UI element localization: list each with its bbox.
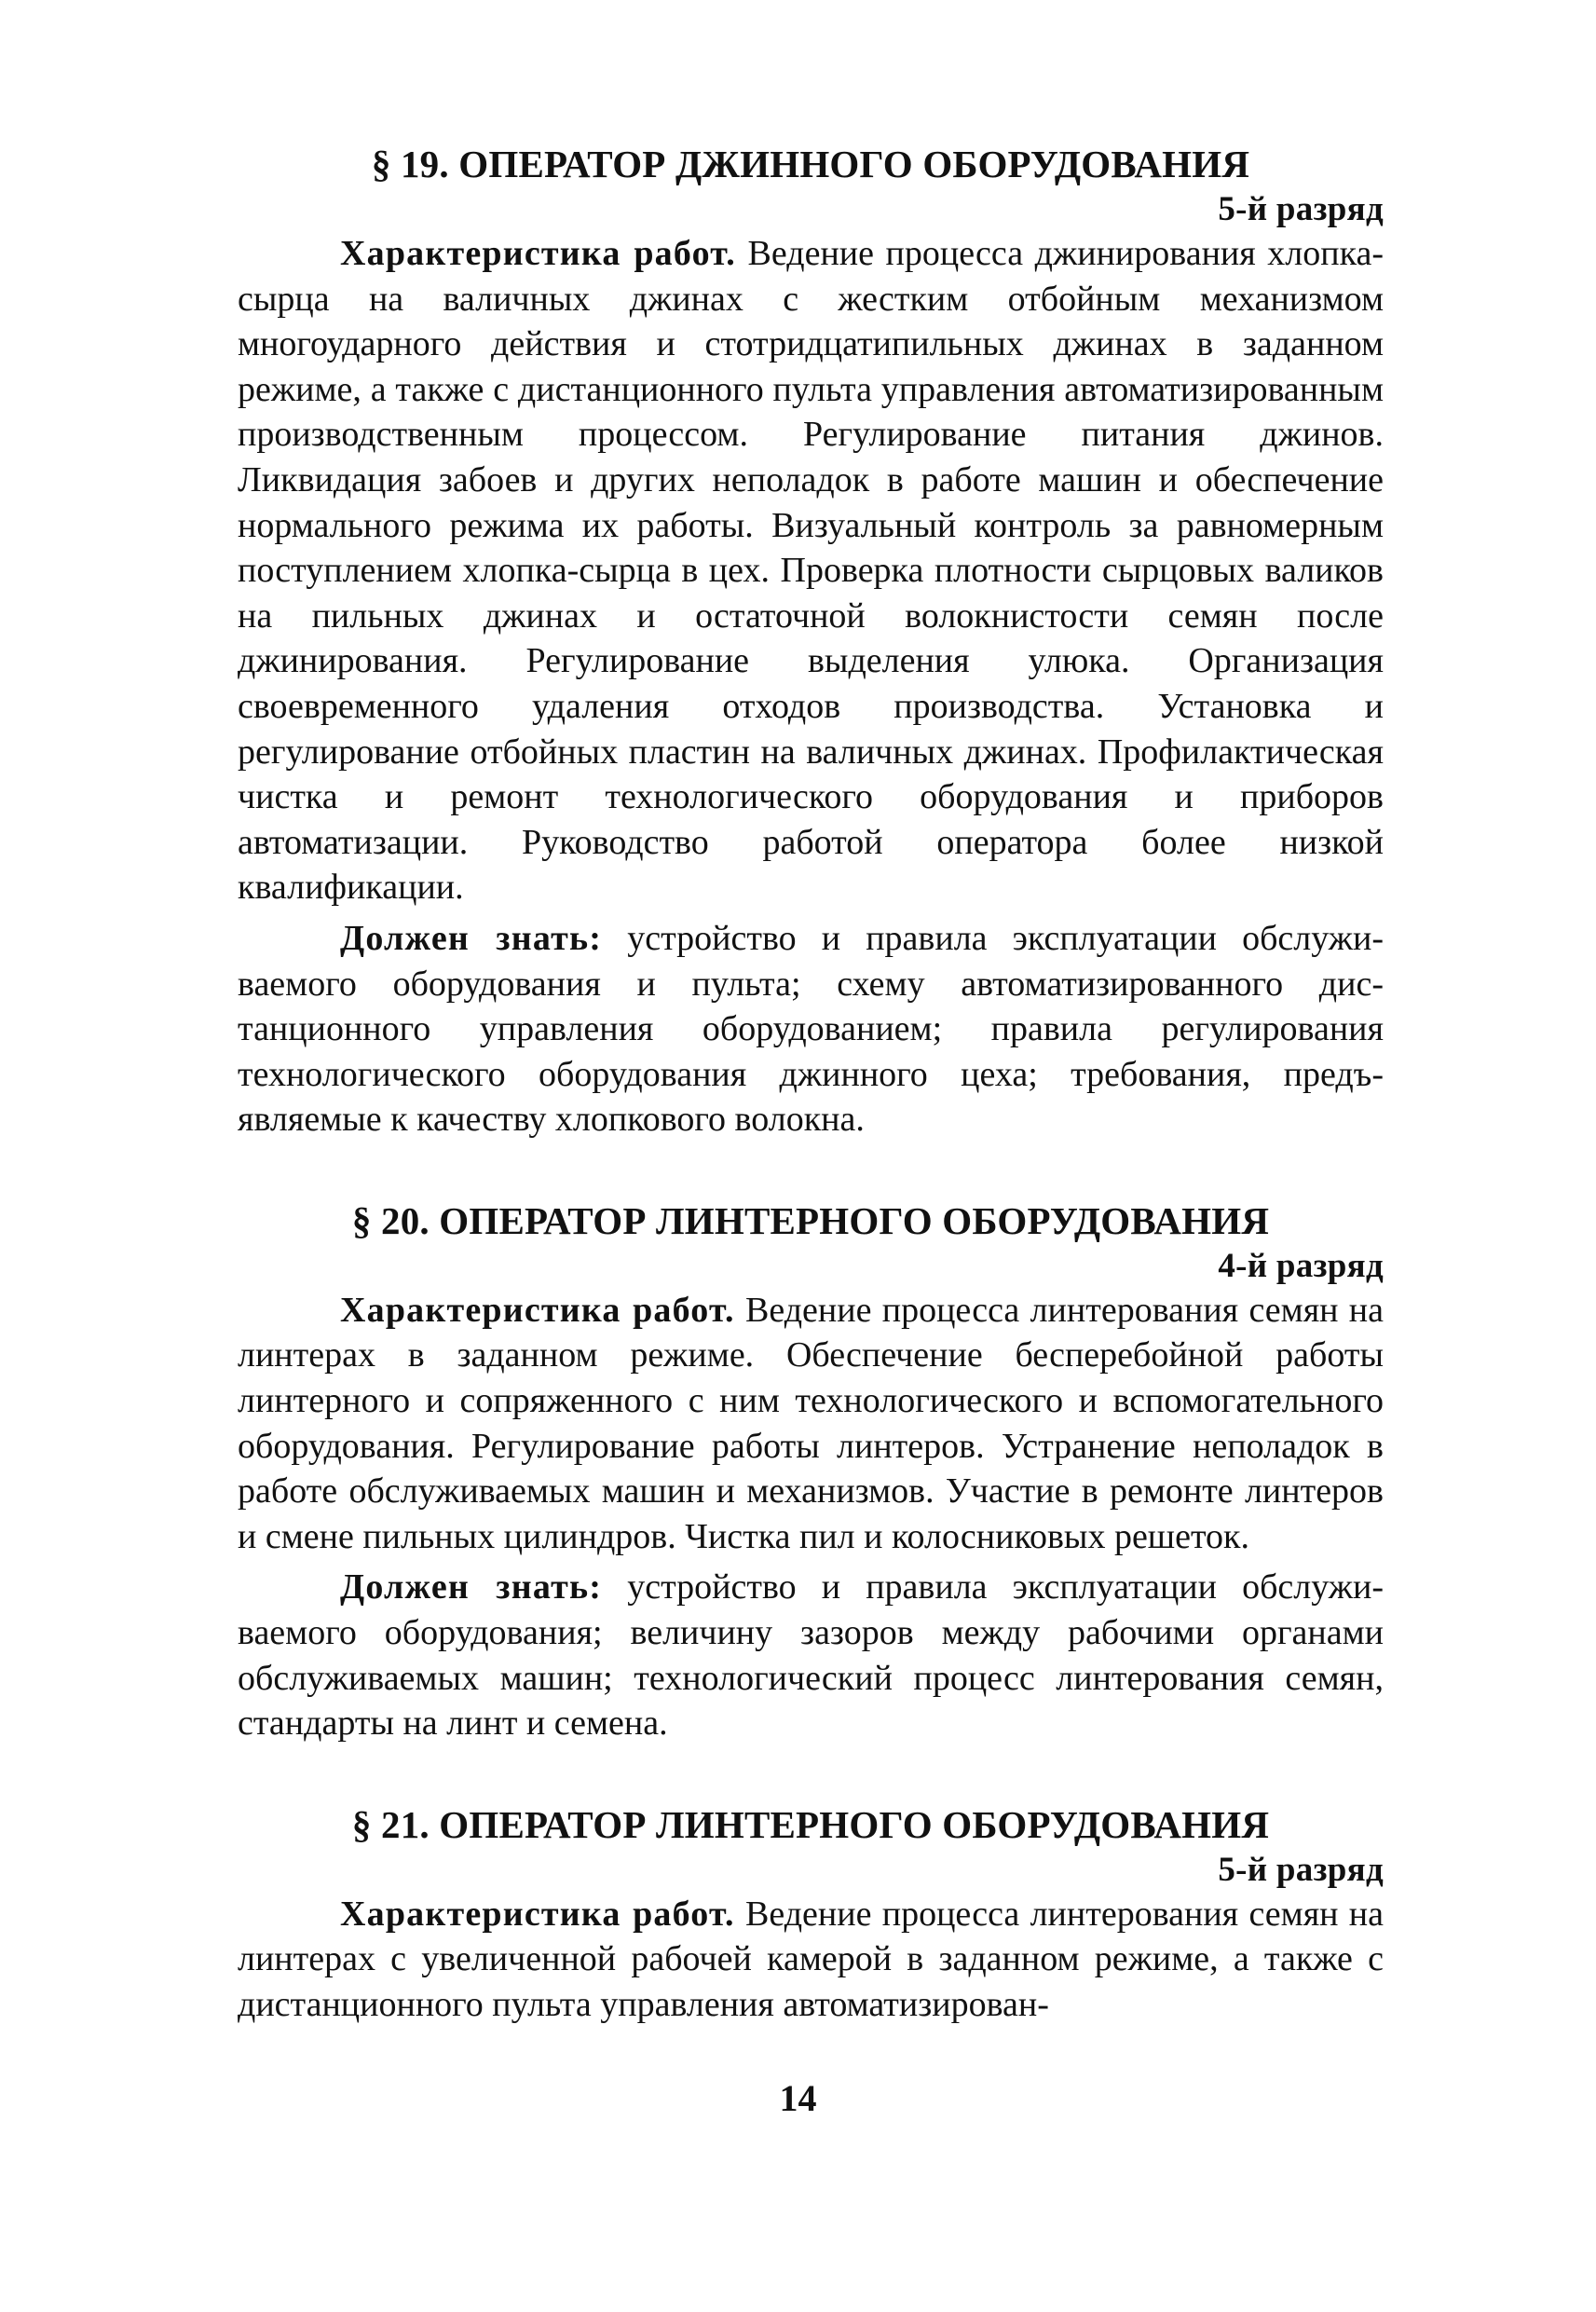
paragraph-lead: Должен знать: [340,918,603,958]
paragraph-lead: Характеристика работ. [340,1290,735,1330]
section-19 [238,140,1384,1142]
paragraph-text: устройство и правила эксплуатации обслуживаемого оборудования; величину зазоров между рабочими органами обслуживаемых машин; технологический процесс линтерования семян, стандарты на линт и семена. [238,1567,1384,1744]
paragraph-must-know [238,1565,1384,1745]
document-page [238,140,1384,2028]
section-heading: § 21. ОПЕРАТОР ЛИНТЕРНОГО ОБОРУДОВАНИЯ [351,1802,1270,1846]
grade-label: 5-й разряд [1218,190,1384,228]
paragraph-lead: Должен знать: [340,1567,603,1607]
paragraph-text: Ведение процесса линтерования семян на линтерах в заданном режиме. Обеспечение бесперебойной работы линтерного и сопряженного с ним технологического и вспомогательного оборудования. Регулирование работы линтеров. Устранение неполадок в работе обслуживаемых машин и механизмов. Участие в ремонте линтеров и смене пильных цилиндров. Чистка пил и колосниковых решеток. [238,1290,1384,1556]
grade-label: 4-й разряд [1218,1246,1384,1285]
paragraph-text: Ведение процесса джинирования хлопка-сырца на валичных джинах с жестким отбойным механизмом многоударного действия и стотридцатипильных джинах в заданном режиме, а также с дистанционного пульта управления автоматизированным производственным процессом. Регулирование питания джинов. Ликвидация забоев и других неполадок в работе машин и обеспечение нормального режима их работы. Визуальный контроль за равномерным поступлением хлопка-сырца в цех. Проверка плотности сырцовых валиков на пильных джинах и остаточной волокнистости семян после джинирования. Регулирование выделения улюка. Организация своевременного удаления отходов производства. Установка и регулирование отбойных пластин на валичных джинах. Профилактическая чистка и ремонт технологического оборудования и приборов автоматизации. Руководство работой оператора более низкой квалификации. [238,234,1384,908]
paragraph-text: Ведение процесса линтерования семян на линтерах с увеличенной рабочей камерой в заданном режиме, а также с дистанционного пульта управления автоматизирован- [238,1894,1384,2024]
section-heading: § 19. ОПЕРАТОР ДЖИННОГО ОБОРУДОВАНИЯ [371,143,1250,185]
grade-label: 5-й разряд [1218,1850,1384,1889]
page-number: 14 [779,2077,817,2119]
section-20 [238,1197,1384,1746]
paragraph-work-characteristics [238,1288,1384,1560]
paragraph-must-know [238,916,1384,1142]
section-21 [238,1800,1384,2028]
paragraph-work-characteristics [238,231,1384,910]
paragraph-lead: Характеристика работ. [340,1894,735,1934]
paragraph-work-characteristics [238,1892,1384,2028]
paragraph-text: устройство и правила эксплуатации обслуживаемого оборудования и пульта; схему автоматизированного дистанционного управления оборудованием; правила регулирования технологического оборудования джинного цеха; требования, предъявляемые к качеству хлопкового волокна. [238,918,1384,1140]
section-heading: § 20. ОПЕРАТОР ЛИНТЕРНОГО ОБОРУДОВАНИЯ [351,1198,1270,1242]
paragraph-lead: Характеристика работ. [340,234,736,273]
